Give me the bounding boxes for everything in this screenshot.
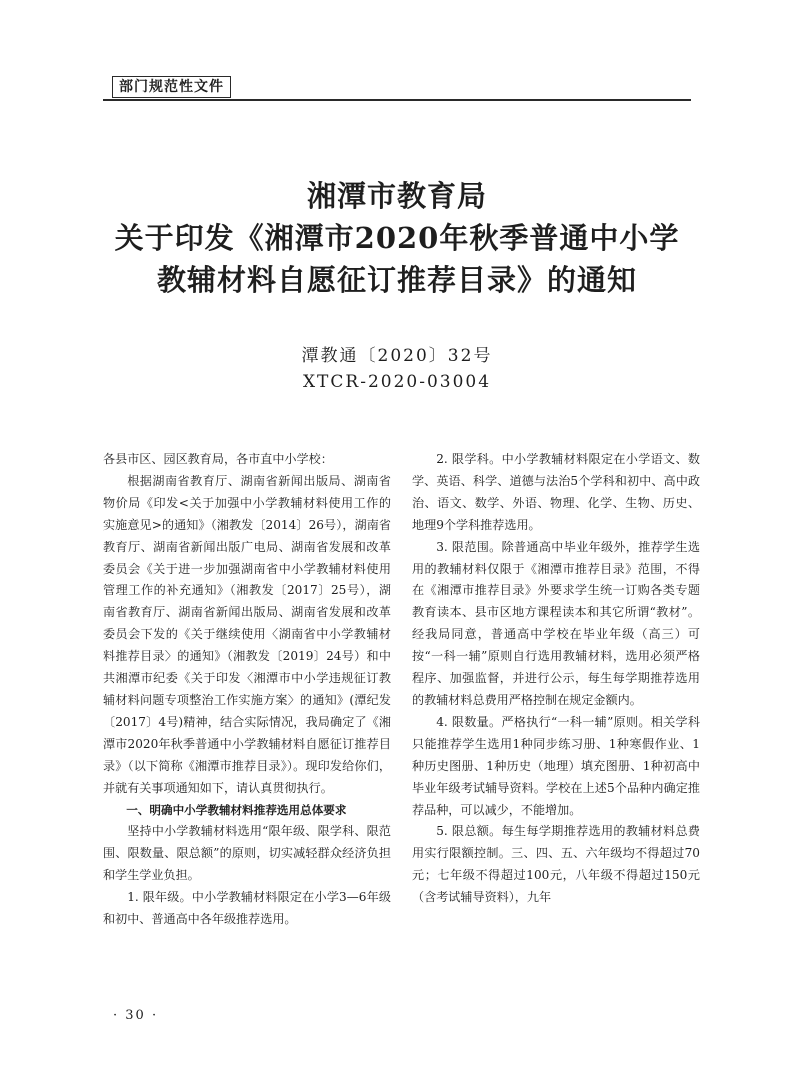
body-paragraph: 3. 限范围。除普通高中毕业年级外，推荐学生选用的教辅材料仅限于《湘潭市推荐目录》范围，不得在《湘潭市推荐目录》外要求学生统一订购各类专题教育读本、县市区地方课程读本和其它所谓“教材”。经我局同意，普通高中学校在毕业年级（高三）可按“一科一辅”原则自行选用教辅材料，选用必须严格程序、加强监督，并进行公示，每生每学期推荐选用的教辅材料总费用严格控制在规定金额内。 <box>412 539 700 707</box>
header-rule <box>103 99 691 101</box>
left-column <box>103 449 391 931</box>
page-number: · 30 · <box>113 1008 159 1023</box>
document-number-block <box>103 343 691 395</box>
body-paragraph: 1. 限年级。中小学教辅材料限定在小学3—6年级和初中、普通高中各年级推荐选用。 <box>103 890 391 927</box>
document-title <box>103 175 691 301</box>
body-paragraph: 5. 限总额。每生每学期推荐选用的教辅材料总费用实行限额控制。三、四、五、六年级均不得超过70元；七年级不得超过100元，八年级不得超过150元（含考试辅导资料），九年 <box>412 824 700 905</box>
body-paragraph: 4. 限数量。严格执行“一科一辅”原则。相关学科只能推荐学生选用1种同步练习册、1种寒假作业、1种历史图册、1种历史（地理）填充图册、1种初高中毕业年级考试辅导资料。学校在上述5个品种内确定推荐品种，可以减少，不能增加。 <box>412 714 700 817</box>
registration-number: XTCR-2020-03004 <box>302 372 492 392</box>
section-heading: 一、明确中小学教辅材料推荐选用总体要求 <box>126 802 347 817</box>
issue-number: 潭教通〔2020〕32号 <box>301 346 493 366</box>
body-paragraph: 根据湖南省教育厅、湖南省新闻出版局、湖南省物价局《印发<关于加强中小学教辅材料使用工作的实施意见>的通知》（湘教发〔2014〕26号），湖南省教育厅、湖南省新闻出版广电局、湖南省发展和改革委员会《关于进一步加强湖南省中小学教辅材料使用管理工作的补充通知》（湘教发〔2017〕25号），湖南省教育厅、湖南省新闻出版局、湖南省发展和改革委员会下发的《关于继续使用〈湖南省中小学教辅材料推荐目录〉的通知》（湘教发〔2019〕24号）和中共湘潭市纪委《关于印发〈湘潭市中小学违规征订教辅材料问题专项整治工作实施方案〉的通知》(潭纪发〔2017〕4号)精神，结合实际情况，我局确定了《湘潭市2020年秋季普通中小学教辅材料自愿征订推荐目录》（以下简称《湘潭市推荐目录》）。现印发给你们，并就有关事项通知如下，请认真贯彻执行。 <box>103 473 391 795</box>
right-column <box>412 449 700 909</box>
body-paragraph: 2. 限学科。中小学教辅材料限定在小学语文、数学、英语、科学、道德与法治5个学科和初中、高中政治、语文、数学、外语、物理、化学、生物、历史、地理9个学科推荐选用。 <box>412 452 700 532</box>
section-tag: 部门规范性文件 <box>112 76 231 98</box>
title-line-3: 教辅材料自愿征订推荐目录》的通知 <box>156 263 637 297</box>
salutation: 各县市区、园区教育局，各市直中小学校： <box>103 452 333 466</box>
title-line-1: 湘潭市教育局 <box>306 179 487 213</box>
title-line-2: 关于印发《湘潭市2020年秋季普通中小学 <box>114 221 680 255</box>
body-paragraph: 坚持中小学教辅材料选用“限年级、限学科、限范围、限数量、限总额”的原则，切实减轻群众经济负担和学生学业负担。 <box>103 824 391 883</box>
